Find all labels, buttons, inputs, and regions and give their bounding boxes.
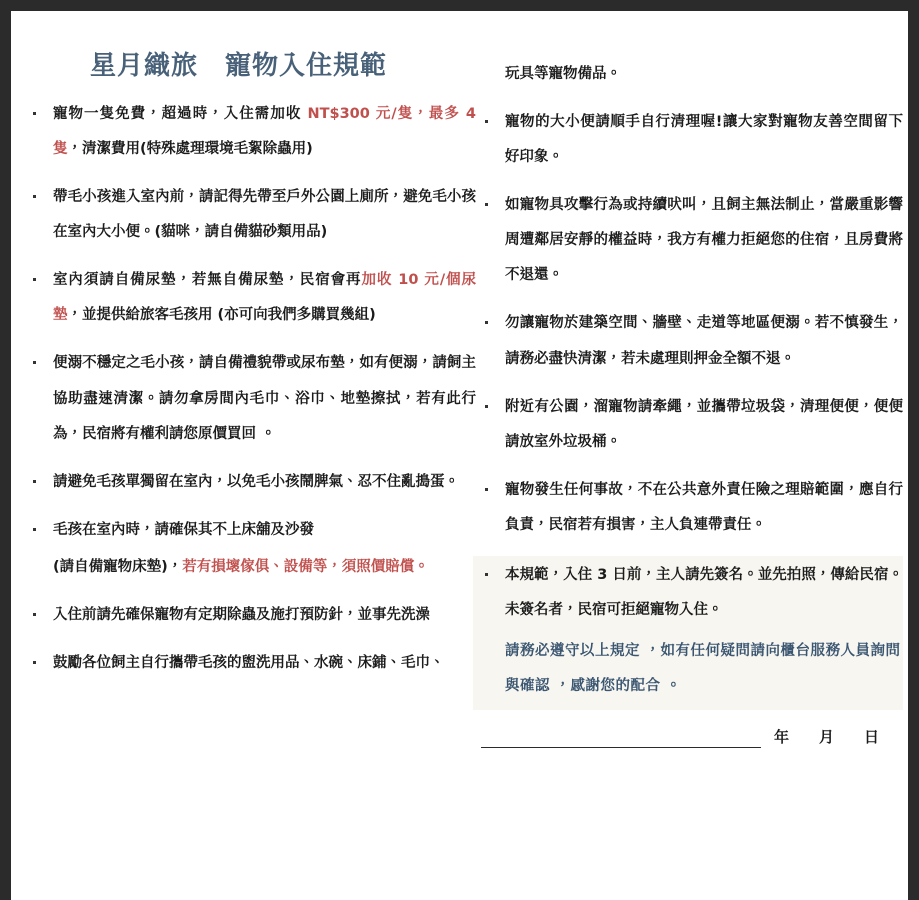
rule-paragraph [53, 513, 476, 548]
text-run: NT$300 元/隻，最多 4 隻 [53, 106, 477, 158]
text-run: 寵物一隻免費，超過時，入住需加收 [53, 106, 308, 122]
rule-item-pee-pad [21, 263, 476, 333]
right-column [473, 11, 903, 748]
two-column-body [11, 11, 908, 900]
text-run: 便溺不穩定之毛小孩，請自備禮貌帶或尿布墊，如有便溺，請飼主協助盡速清潔。請勿拿房間內毛巾、浴巾、地墊擦拭，若有此行為，民宿將有權利請您原價買回 。 [53, 355, 476, 442]
rule-item-accident-liability [473, 473, 903, 543]
rule-paragraph [53, 550, 476, 585]
text-run: 若有損壞傢俱、設備等，須照價賠償。 [182, 558, 429, 575]
rule-item-clean-waste [473, 105, 903, 175]
rule-item-no-bed-sofa [21, 513, 476, 585]
text-run: 勿讓寵物於建築空間、牆壁、走道等地區便溺。若不慎發生，請務必盡快清潔，若未處理則押金全額不退。 [505, 315, 903, 367]
rule-item-park-leash [473, 390, 903, 460]
rule-item-toilet-before-entry [21, 180, 476, 250]
text-run: 鼓勵各位飼主自行攜帶毛孩的盥洗用品、水碗、床鋪、毛巾、 [53, 655, 445, 672]
text-run: 如寵物具攻擊行為或持續吠叫，且飼主無法制止，當嚴重影響周遭鄰居安靜的權益時，我方有權力拒絕您的住宿，且房費將不退還。 [505, 197, 903, 284]
rule-item-sign-three-days [473, 558, 903, 628]
rule-item-deworm-vaccine [21, 598, 476, 633]
text-run: 加收 10 元/個尿墊 [53, 272, 477, 324]
left-column [21, 11, 476, 694]
rule-item-bring-supplies [21, 646, 476, 681]
text-run: 寵物的大小便請順手自行清理喔!讓大家對寵物友善空間留下好印象。 [505, 114, 903, 166]
rule-item-fee [21, 97, 476, 167]
rule-item-no-alone [21, 465, 476, 500]
left-rules-list [21, 97, 476, 681]
note-rules-list [473, 558, 903, 628]
text-run: 毛孩在室內時，請確保其不上床舖及沙發 [53, 521, 314, 538]
text-run: ，清潔費用(特殊處理環境毛絮除蟲用) [67, 141, 313, 158]
text-run: 入住前請先確保寵物有定期除蟲及施打預防針，並事先洗澡 [53, 606, 430, 623]
text-run: ，並提供給旅客毛孩用 (亦可向我們多購買幾組) [67, 307, 376, 324]
right-rules-list [473, 105, 903, 543]
rule-item-aggression-barking [473, 188, 903, 293]
page-title: 星月織旅 寵物入住規範 [89, 51, 387, 81]
text-run: (請自備寵物床墊)， [53, 558, 183, 575]
text-run: 寵物發生任何事故，不在公共意外責任險之理賠範圍，應自行負責，民宿若有損害，主人負連帶責任。 [505, 481, 903, 533]
document-page [11, 11, 908, 900]
highlighted-note-block [473, 556, 903, 710]
date-day-label: 日 [863, 728, 879, 747]
continuation-line: 玩具等寵物備品。 [505, 66, 621, 82]
date-year-label: 年 [773, 728, 789, 747]
date-month-label: 月 [818, 728, 834, 747]
text-run: 請避免毛孩單獨留在室內，以免毛小孩鬧脾氣、忍不住亂搗蛋。 [53, 473, 459, 490]
rule-item-incontinence [21, 346, 476, 451]
signature-row [473, 726, 903, 748]
text-run: 附近有公園，溜寵物請牽繩，並攜帶垃圾袋，清理便便，便便請放室外垃圾桶。 [505, 398, 903, 450]
text-run: 本規範，入住 3 日前，主人請先簽名。並先拍照，傳給民宿。未簽名者，民宿可拒絕寵物入住。 [505, 566, 903, 619]
closing-statement: 請務必遵守以上規定 ，如有任何疑問請向櫃台服務人員詢問與確認 ，感謝您的配合 。 [505, 643, 901, 695]
date-fields [761, 726, 893, 748]
signature-line[interactable] [481, 727, 761, 748]
text-run: 室內須請自備尿墊，若無自備尿墊，民宿會再 [53, 272, 362, 289]
rule-item-no-soiling-common-areas [473, 306, 903, 376]
text-run: 帶毛小孩進入室內前，請記得先帶至戶外公園上廁所，避免毛小孩在室內大小便。(貓咪，請自備貓砂類用品) [53, 189, 476, 241]
